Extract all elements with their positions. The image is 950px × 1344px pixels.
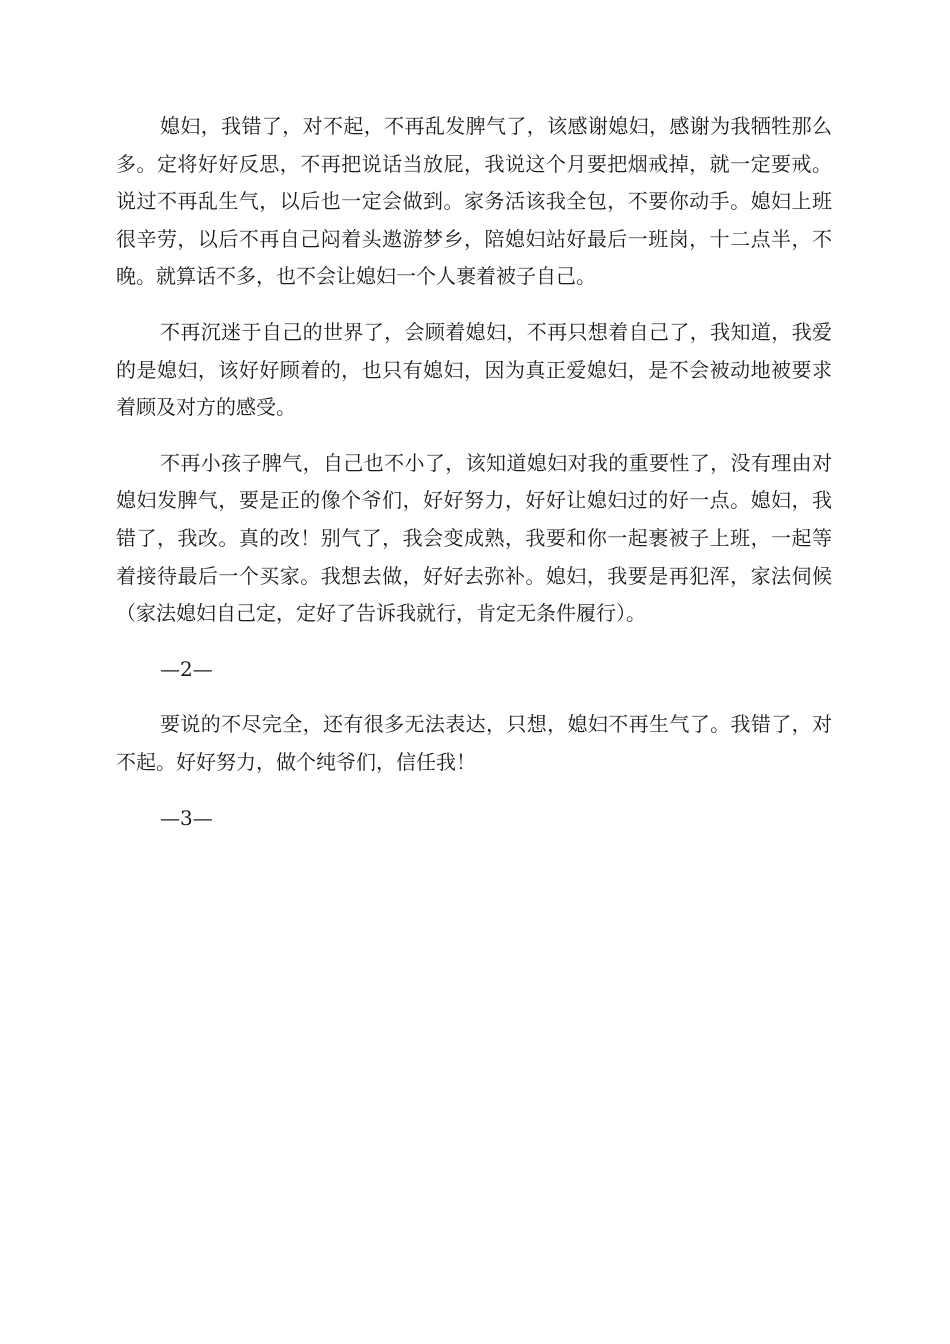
paragraph-temper: 不再小孩子脾气，自己也不小了，该知道媳妇对我的重要性了，没有理由对媳妇发脾气，要是正的像个爷们，好好努力，好好让媳妇过的好一点。媳妇，我错了，我改。真的改！别气了，我会变成熟，我要和你一起裹被子上班，一起等着接待最后一个买家。我想去做，好好去弥补。媳妇，我要是再犯浑，家法伺候（家法媳妇自己定，定好了告诉我就行，肯定无条件履行）。 <box>116 450 832 626</box>
paragraph-closing: 要说的不尽完全，还有很多无法表达，只想，媳妇不再生气了。我错了，对不起。好好努力，做个纯爷们，信任我！ <box>116 712 832 774</box>
paragraph-apology: 媳妇，我错了，对不起，不再乱发脾气了，该感谢媳妇，感谢为我牺牲那么多。定将好好反思，不再把说话当放屁，我说这个月要把烟戒掉，就一定要戒。说过不再乱生气，以后也一定会做到。家务活该我全包，不要你动手。媳妇上班很辛劳，以后不再自己闷着头遨游梦乡，陪媳妇站好最后一班岗，十二点半，不晚。就算话不多，也不会让媳妇一个人裹着被子自己。 <box>116 114 832 289</box>
page-number-2: —2— <box>160 656 213 681</box>
paragraph-world: 不再沉迷于自己的世界了，会顾着媳妇，不再只想着自己了，我知道，我爱的是媳妇，该好好顾着的，也只有媳妇，因为真正爱媳妇，是不会被动地被要求着顾及对方的感受。 <box>116 319 832 420</box>
document-body <box>116 108 832 855</box>
page-number-3: —3— <box>160 805 213 830</box>
